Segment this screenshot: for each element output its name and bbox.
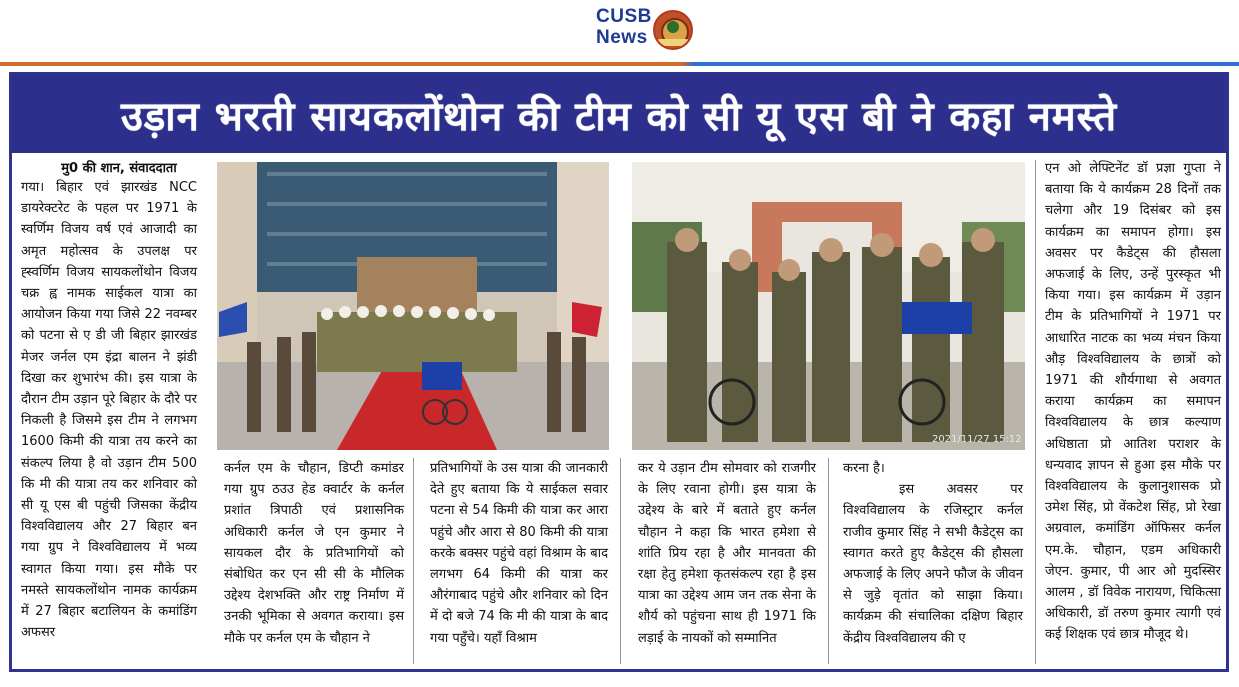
column-divider	[828, 458, 829, 664]
byline: मु0 की शान, संवाददाता	[61, 161, 177, 176]
column-divider	[1035, 160, 1036, 664]
column-3-text: प्रतिभागियों के उस यात्रा की जानकारी देते हुए बताया कि ये साईकल सवार पटना से 54 किमी की यात्रा कर आरा पहुंचे और आरा से 80 किमी की यात्रा करके बक्सर पहुंचे वहां विश्राम के बाद लगभग 64 किमी की यात्रा कर औरंगाबाद पहुंचे और शनिवार को दिन में दो बजे 74 कि मी की यात्रा के बाद गया पहुँचे। यहाँ विश्राम	[430, 461, 608, 646]
article-column-1	[21, 177, 197, 643]
logo-text	[596, 6, 652, 48]
photo-1-illustration	[217, 162, 609, 450]
headline-banner	[12, 75, 1226, 153]
logo-line-1: CUSB	[596, 6, 652, 27]
column-1-text: गया। बिहार एवं झारखंड NCC डायरेक्टरेट के पहल पर 1971 के स्वर्णिम विजय वर्ष एवं आजादी का अमृत महोत्सव के उपलक्ष पर ह्स्वर्णिम विजय सायकलोंथोन विजय चक्र ह्व नामक साईकल यात्रा का आयोजन किया गया जिसे 22 नवम्बर को पटना से ए डी जी बिहार झारखंड मेजर जर्नल एम इंद्रा बालन ने झंडी दिखा कर शुभारंभ की। इस यात्रा के दौरान टीम उड़ान पूरे बिहार के दौरे पर निकली है जिसमे इस टीम ने लगभग 1600 किमी की यात्रा तय करने का संकल्प लिया है वो उड़ान टीम 500 कि मी की यात्रा तय कर शनिवार को सी यू एस बी पहुंची जिसका केंद्रीय विश्वविद्यालय और 27 बिहार बन गया ग्रुप ने विश्वविद्यालय में भव्य स्वागत किया गया। इस मौके पर नमस्ते सायकलोंथोन नामक कार्यक्रम में 27 बिहार बटालियन के कमांडिंग अफसर	[21, 180, 197, 641]
photo-cyclists-with-officers	[632, 162, 1025, 450]
logo-line-2: News	[596, 27, 648, 48]
column-2-text: कर्नल एम के चौहान, डिप्टी कमांडर गया ग्रुप ठउउ हेड क्वार्टर के कर्नल प्रशांत त्रिपाठी एवं प्रशासनिक अधिकारी कर्नल जे एन कुमार ने सायकल दौर के प्रतिभागियों को संबोधित कर एन सी सी के मौलिक उद्देश्य देशभक्ति और राष्ट्र निर्माण में उनकी भूमिका से अवगत कराया। इस मौके पर कर्नल एम के चौहान ने	[224, 461, 404, 646]
header-rule	[0, 62, 1239, 66]
column-5-lead: करना है।	[843, 461, 885, 476]
column-divider	[620, 458, 621, 664]
article-column-6	[1045, 158, 1221, 646]
photo-group-at-building	[217, 162, 609, 450]
column-4-text: कर ये उड़ान टीम सोमवार को राजगीर के लिए रवाना होगी। इस यात्रा के उद्देश्य के बारे में बताते हुए कर्नल चौहान ने कहा कि भारत हमेशा से शांति प्रिय रहा है और मानवता की रक्षा हेतु हमेशा कृतसंकल्प रहा है इस यात्रा का उद्देश्य आम जन तक सेना के शौर्य को पहुंचना साथ ही 1971 कि लड़ाई के नायकों को सम्मानित	[638, 461, 816, 646]
university-emblem-icon	[653, 10, 693, 50]
photo-2-illustration	[632, 162, 1025, 450]
article-column-3	[430, 458, 608, 649]
headline: उड़ान भरती सायकलोंथोन की टीम को सी यू एस बी ने कहा नमस्ते	[120, 93, 1118, 140]
column-divider	[413, 458, 414, 664]
article-column-5	[843, 458, 1023, 649]
article-column-2	[224, 458, 404, 649]
article-column-4	[638, 458, 816, 649]
photo-2-timestamp: 2021/11/27 15:12	[932, 434, 1022, 445]
cusb-news-logo	[596, 6, 696, 56]
column-6-text: एन ओ लेफ्टिनेंट डॉ प्रज्ञा गुप्ता ने बताया कि ये कार्यक्रम 28 दिनों तक चलेगा और 19 दिसंबर को इस कार्यक्रम का समापन होगा। इस अवसर पर कैडेट्स की हौसला अफजाई के लिए, उन्हें पुरस्कृत भी किया गया। इस कार्यक्रम में उड़ान टीम के प्रतिभागियों ने 1971 पर आधारित नाटक का भव्य मंचन किया औड़ विश्वविद्यालय के छात्रों को 1971 की शौर्यगाथा से अवगत कराया कार्यक्रम का समापन विश्वविद्यालय के छात्र कल्याण अधिष्ठाता प्रो आतिश पराशर के धन्यवाद ज्ञापन से हुआ इस मौके पर विश्वविद्यालय के कुलानुशासक प्रो उमेश सिंह, प्रो वेंकटेश सिंह, प्रो रेखा अग्रवाल, कमांडिंग ऑफिसर कर्नल एम.के. चौहान, एडम अधिकारी जेएन. कुमार, पी आर ओ मुदस्सिर आलम , डॉ विवेक नारायण, चिकित्सा अधिकारी, डॉ तरुण कुमार त्यागी एवं कई शिक्षक एवं छात्र मौजूद थे।	[1045, 161, 1221, 643]
column-5-text: इस अवसर पर विश्वविद्यालय के रजिस्ट्रार कर्नल राजीव कुमार सिंह ने सभी कैडेट्स का स्वागत करते हुए कैडेट्स की हौसला अफजाई के लिए अपने फौज के जीवन से जुड़े वृतांत को साझा किया। कार्यक्रम की संचालिका दक्षिण बिहार केंद्रीय विश्वविद्यालय की ए	[843, 482, 1023, 646]
